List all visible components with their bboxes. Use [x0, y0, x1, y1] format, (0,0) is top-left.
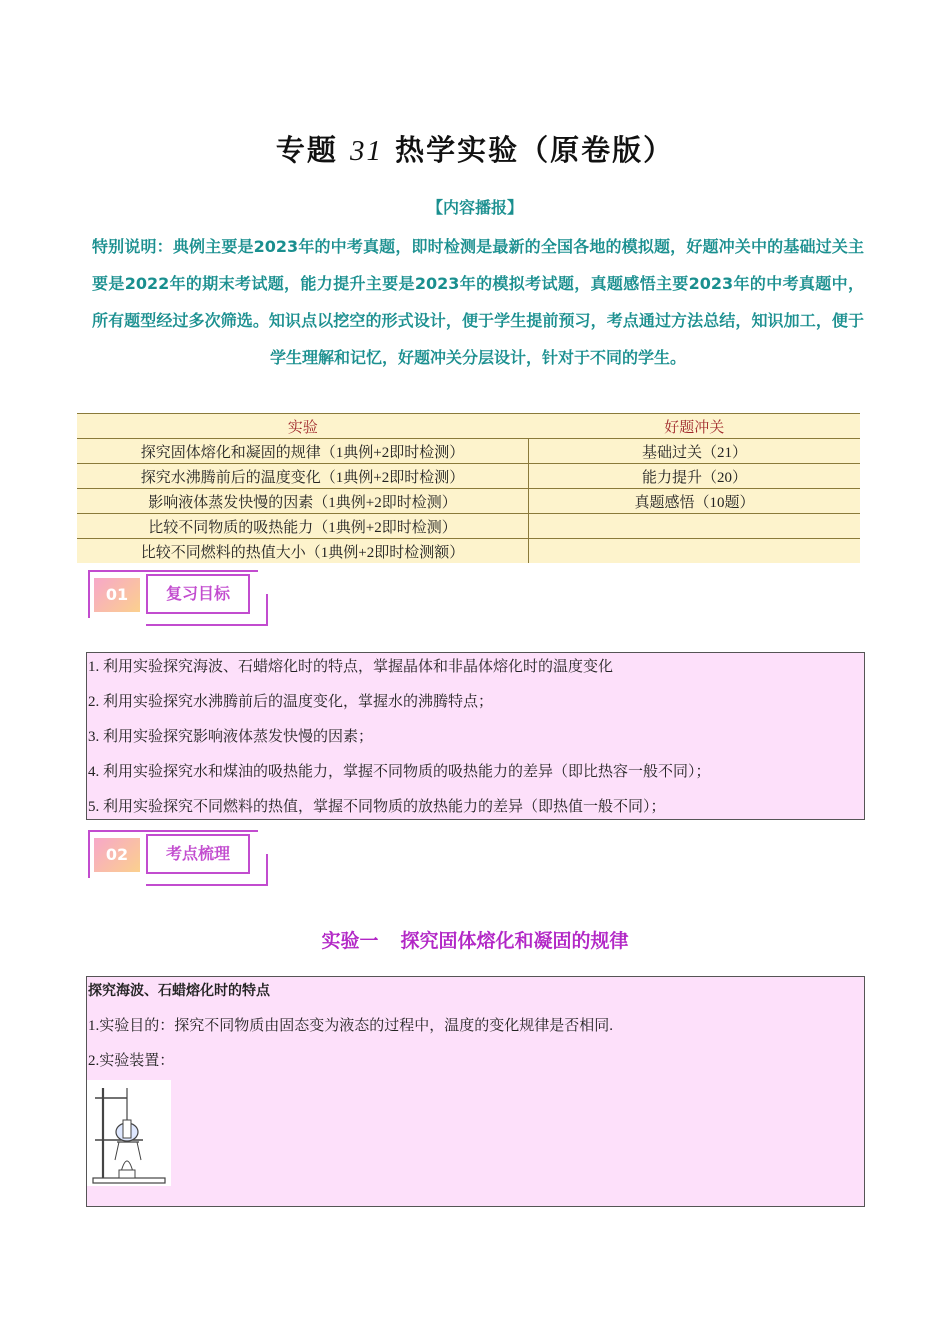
- goal-item: 2. 利用实验探究水沸腾前后的温度变化，掌握水的沸腾特点；: [88, 694, 494, 710]
- apparatus-diagram: [87, 1080, 171, 1186]
- table-cell: 比较不同物质的吸热能力（1典例+2即时检测）: [77, 514, 529, 539]
- badge-number: 01: [94, 578, 140, 612]
- table-row: [77, 539, 860, 564]
- review-goals-box: [86, 652, 865, 820]
- table-row: [77, 489, 860, 514]
- page-title: [0, 128, 950, 169]
- experiment-apparatus-label: 2.实验装置：: [88, 1053, 175, 1069]
- table-row: [77, 464, 860, 489]
- table-cell: 比较不同燃料的热值大小（1典例+2即时检测额）: [77, 539, 529, 564]
- table-cell: 基础过关（21）: [529, 439, 861, 464]
- table-header: 好题冲关: [529, 414, 861, 439]
- goal-item: 5. 利用实验探究不同燃料的热值，掌握不同物质的放热能力的差异（即热值一般不同）；: [88, 799, 666, 815]
- section-badge-review-goals: [88, 570, 268, 626]
- table-cell: 真题感悟（10题）: [529, 489, 861, 514]
- title-number: 31: [350, 135, 383, 167]
- experiment-box: [86, 976, 865, 1207]
- goal-item: 1. 利用实验探究海波、石蜡熔化时的特点，掌握晶体和非晶体熔化时的温度变化: [88, 659, 614, 675]
- intro-heading: 【内容播报】: [426, 198, 523, 217]
- table-cell: [529, 514, 861, 539]
- section-title: [0, 926, 950, 953]
- section-label: 实验一: [321, 930, 379, 952]
- apparatus-image: [87, 1080, 171, 1186]
- section-badge-key-points: [88, 830, 268, 886]
- title-prefix: 专题: [275, 133, 338, 167]
- table-cell: 影响液体蒸发快慢的因素（1典例+2即时检测）: [77, 489, 529, 514]
- table-cell: 能力提升（20）: [529, 464, 861, 489]
- section-name: 探究固体熔化和凝固的规律: [400, 930, 629, 952]
- title-suffix: 热学实验（原卷版）: [395, 133, 675, 167]
- table-header: 实验: [77, 414, 529, 439]
- badge-label: 复习目标: [146, 574, 250, 614]
- table-row: [77, 439, 860, 464]
- table-cell: 探究固体熔化和凝固的规律（1典例+2即时检测）: [77, 439, 529, 464]
- table-row: [77, 514, 860, 539]
- intro-text: 特别说明：典例主要是2023年的中考真题，即时检测是最新的全国各地的模拟题，好题冲关中的基础过关主要是2022年的期末考试题，能力提升主要是2023年的模拟考试题，真题感悟主要2023年的中考真题中，所有题型经过多次筛选。知识点以挖空的形式设计，便于学生提前预习，考点通过方法总结，知识加工，便于学生理解和记忆，好题冲关分层设计，针对于不同的学生。: [92, 237, 864, 367]
- badge-label: 考点梳理: [146, 834, 250, 874]
- table-cell: 探究水沸腾前后的温度变化（1典例+2即时检测）: [77, 464, 529, 489]
- badge-number: 02: [94, 838, 140, 872]
- goal-item: 4. 利用实验探究水和煤油的吸热能力，掌握不同物质的吸热能力的差异（即比热容一般不同）；: [88, 764, 711, 780]
- experiment-heading: 探究海波、石蜡熔化时的特点: [88, 983, 270, 999]
- goal-item: 3. 利用实验探究影响液体蒸发快慢的因素；: [88, 729, 374, 745]
- table-header-row: [77, 414, 860, 439]
- experiment-purpose: 1.实验目的：探究不同物质由固态变为液态的过程中，温度的变化规律是否相同.: [88, 1018, 614, 1034]
- overview-table: [77, 413, 860, 563]
- table-cell: [529, 539, 861, 564]
